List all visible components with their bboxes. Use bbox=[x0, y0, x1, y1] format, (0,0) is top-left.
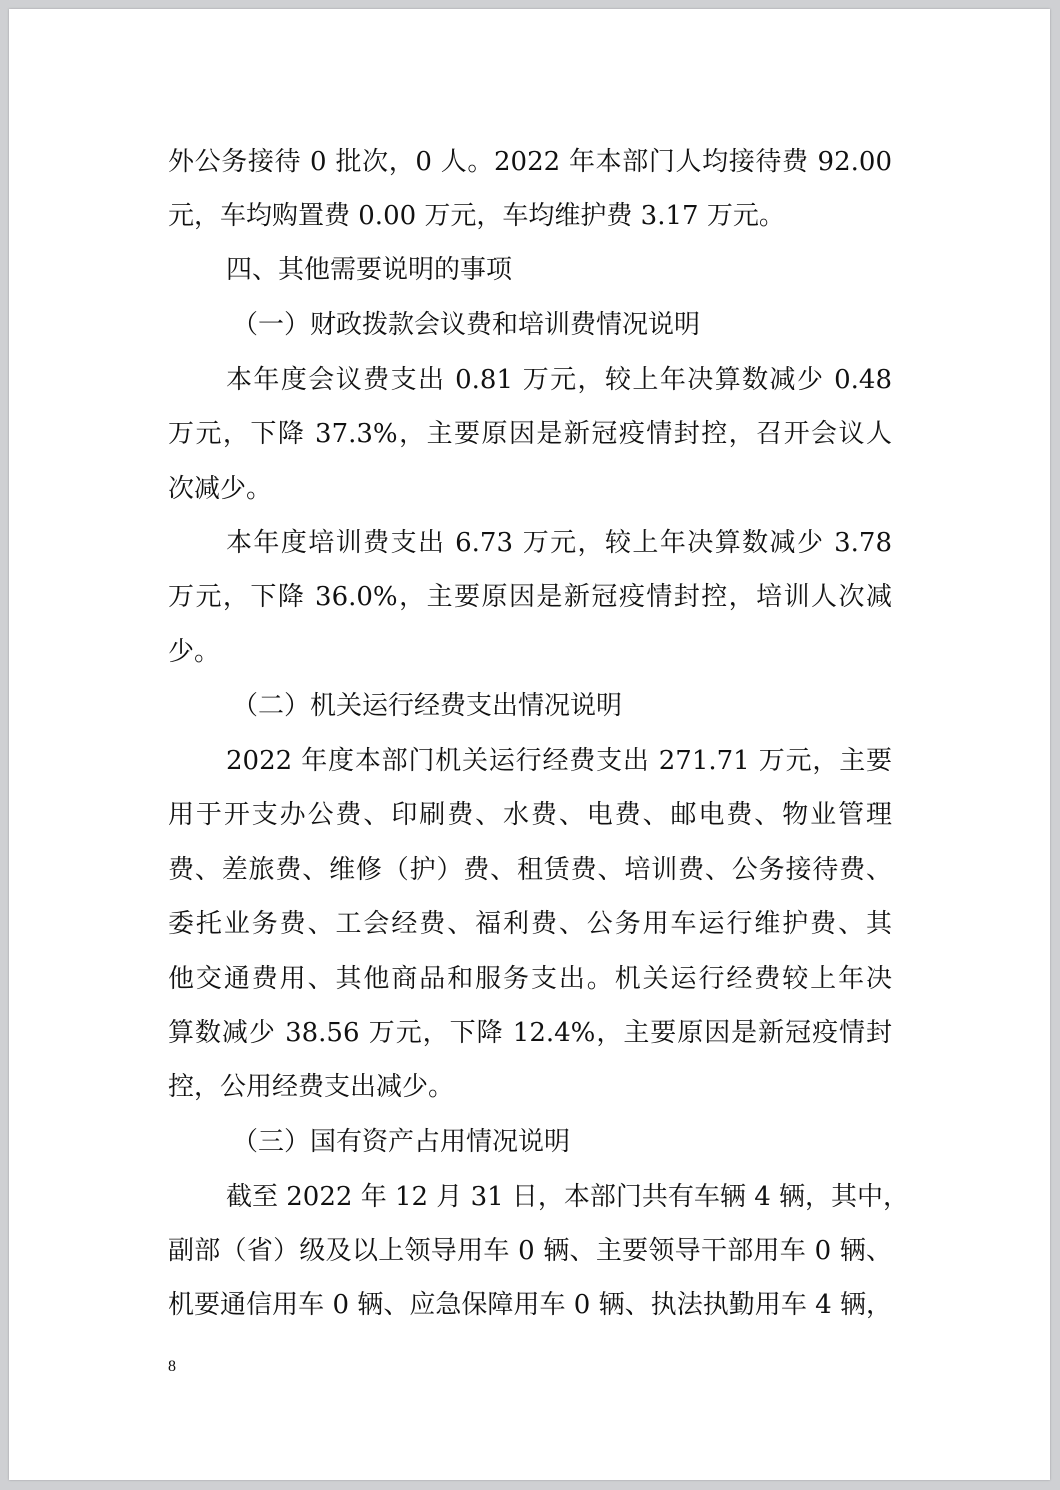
text-line: 万元，下降 37.3%，主要原因是新冠疫情封控，召开会议人 bbox=[168, 419, 892, 449]
text-line: 本年度会议费支出 0.81 万元，较上年决算数减少 0.48 bbox=[226, 365, 892, 395]
subsection-heading: （一）财政拨款会议费和培训费情况说明 bbox=[232, 310, 701, 340]
text-line: 次减少。 bbox=[168, 474, 273, 504]
text-line: 本年度培训费支出 6.73 万元，较上年决算数减少 3.78 bbox=[226, 528, 892, 558]
subsection-heading: （二）机关运行经费支出情况说明 bbox=[232, 691, 623, 721]
text-line: 他交通费用、其他商品和服务支出。机关运行经费较上年决 bbox=[168, 964, 892, 994]
text-line: 元，车均购置费 0.00 万元，车均维护费 3.17 万元。 bbox=[168, 201, 785, 231]
text-line: 算数减少 38.56 万元，下降 12.4%，主要原因是新冠疫情封 bbox=[168, 1018, 892, 1048]
text-line: 用于开支办公费、印刷费、水费、电费、邮电费、物业管理 bbox=[168, 800, 892, 830]
text-line: 截至 2022 年 12 月 31 日，本部门共有车辆 4 辆，其中， bbox=[226, 1182, 909, 1212]
text-line: 委托业务费、工会经费、福利费、公务用车运行维护费、其 bbox=[168, 909, 892, 939]
section-heading: 四、其他需要说明的事项 bbox=[226, 255, 513, 285]
page-number: 8 bbox=[168, 1358, 176, 1375]
text-line: 机要通信用车 0 辆、应急保障用车 0 辆、执法执勤用车 4 辆， bbox=[168, 1290, 892, 1320]
subsection-heading: （三）国有资产占用情况说明 bbox=[232, 1127, 571, 1157]
text-line: 万元，下降 36.0%，主要原因是新冠疫情封控，培训人次减 bbox=[168, 582, 892, 612]
text-line: 2022 年度本部门机关运行经费支出 271.71 万元，主要 bbox=[226, 746, 892, 776]
text-line: 少。 bbox=[168, 637, 221, 667]
text-line: 副部（省）级及以上领导用车 0 辆、主要领导干部用车 0 辆、 bbox=[168, 1236, 892, 1266]
text-line: 控，公用经费支出减少。 bbox=[168, 1072, 455, 1102]
text-line: 外公务接待 0 批次，0 人。2022 年本部门人均接待费 92.00 bbox=[168, 147, 892, 177]
text-line: 费、差旅费、维修（护）费、租赁费、培训费、公务接待费、 bbox=[168, 855, 892, 885]
